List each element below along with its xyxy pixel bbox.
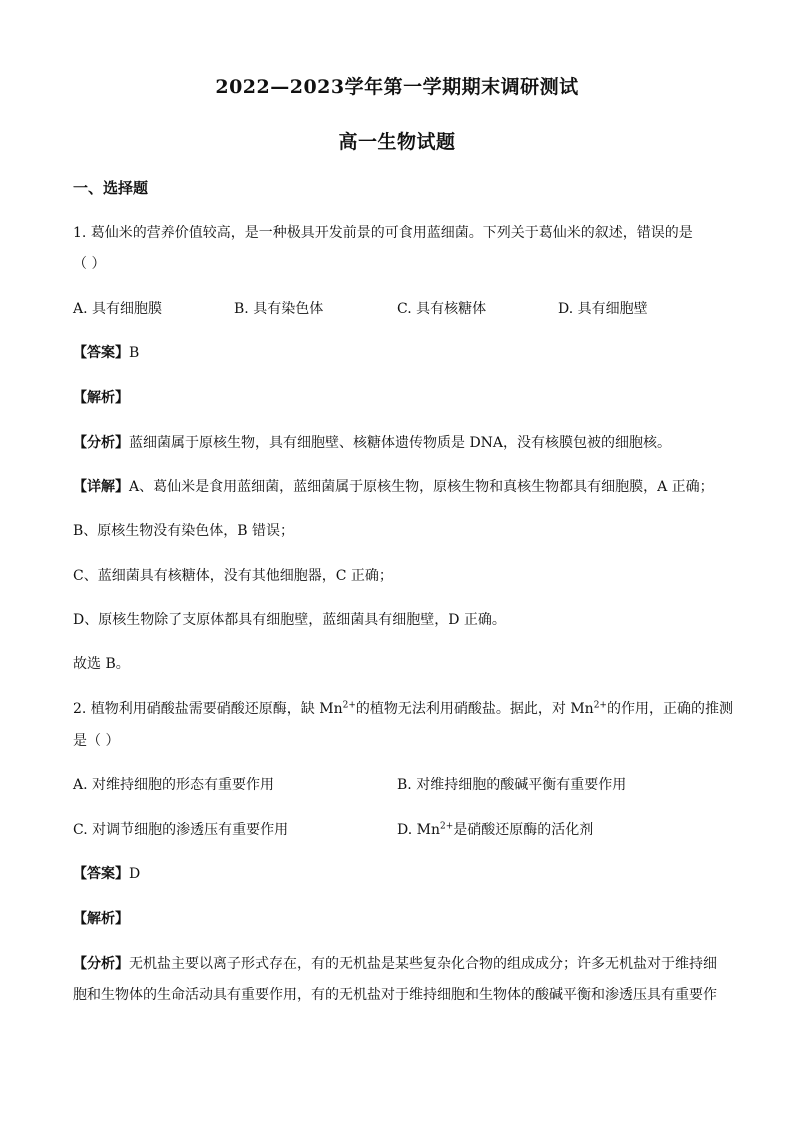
q1-xiangjie-a: A、葛仙米是食用蓝细菌，蓝细菌属于原核生物，原核生物和真核生物都具有细胞膜，A 正确；	[129, 479, 714, 495]
q2-stem-mid: 的植物无法利用硝酸盐。据此，对 Mn	[355, 701, 594, 717]
q2-fenxi-text1: 无机盐主要以离子形式存在，有的无机盐是某些复杂化合物的组成成分；许多无机盐对于维持细	[129, 956, 717, 972]
q1-option-b: B. 具有染色体	[234, 301, 324, 317]
q1-option-d: D. 具有细胞壁	[558, 301, 648, 317]
section-heading-choice: 一、选择题	[73, 179, 149, 197]
q1-xiangjie-tag: 【详解】	[73, 479, 129, 495]
q1-xiangjie-d: D、原核生物除了支原体都具有细胞壁，蓝细菌具有细胞壁，D 正确。	[73, 612, 506, 628]
q1-answer-value: B	[129, 345, 140, 361]
q2-ion-sup-2: 2+	[593, 700, 607, 711]
q2-stem-pre: 2. 植物利用硝酸盐需要硝酸还原酶，缺 Mn	[73, 701, 343, 717]
q2-stem-line2: 是（ ）	[73, 733, 120, 749]
q1-stem-line1: 1. 葛仙米的营养价值较高，是一种极具开发前景的可食用蓝细菌。下列关于葛仙米的叙述，错误的是	[73, 225, 693, 241]
q2-analysis-line	[73, 908, 129, 928]
q2-option-a: A. 对维持细胞的形态有重要作用	[73, 777, 275, 793]
q1-analysis-line	[73, 387, 129, 407]
q1-option-c: C. 具有核糖体	[397, 301, 487, 317]
q2-analysis-tag: 【解析】	[73, 911, 129, 927]
q2-answer-value: D	[129, 866, 141, 882]
q2-fenxi-tag: 【分析】	[73, 956, 129, 972]
q1-xiangjie-c: C、蓝细菌具有核糖体，没有其他细胞器，C 正确；	[73, 568, 393, 584]
page-subtitle: 高一生物试题	[338, 131, 456, 153]
q2-option-c: C. 对调节细胞的渗透压有重要作用	[73, 822, 289, 838]
q2-stem-post: 的作用，正确的推测	[606, 701, 733, 717]
q1-analysis-tag: 【解析】	[73, 390, 129, 406]
q2-ion-sup-1: 2+	[342, 700, 356, 711]
q1-conclusion: 故选 B。	[73, 656, 130, 672]
q1-answer-tag: 【答案】	[73, 345, 129, 361]
q1-xiangjie-b: B、原核生物没有染色体，B 错误；	[73, 523, 295, 539]
q2-option-d-sup: 2+	[439, 821, 454, 832]
q2-stem-line1	[73, 698, 733, 718]
q1-answer-line	[73, 342, 139, 362]
q2-option-d-pre: D. Mn	[397, 822, 440, 838]
q1-stem-line2: （ ）	[73, 256, 106, 272]
q2-option-b: B. 对维持细胞的酸碱平衡有重要作用	[397, 777, 627, 793]
q2-option-d-post: 是硝酸还原酶的活化剂	[453, 822, 594, 838]
q2-answer-tag: 【答案】	[73, 866, 129, 882]
q1-fenxi-text: 蓝细菌属于原核生物，具有细胞壁、核糖体遗传物质是 DNA，没有核膜包被的细胞核。	[129, 435, 672, 451]
q1-fenxi-line	[73, 432, 671, 452]
q2-answer-line	[73, 863, 140, 883]
q2-fenxi-line1	[73, 953, 717, 973]
q1-fenxi-tag: 【分析】	[73, 435, 129, 451]
q2-option-d	[397, 819, 593, 839]
q2-fenxi-line2: 胞和生物体的生命活动具有重要作用，有的无机盐对于维持细胞和生物体的酸碱平衡和渗透压具有重要作	[73, 987, 717, 1003]
q1-option-a: A. 具有细胞膜	[73, 301, 163, 317]
page-title: 2022—2023学年第一学期期末调研测试	[215, 76, 579, 98]
q1-xiangjie-line	[73, 476, 714, 496]
